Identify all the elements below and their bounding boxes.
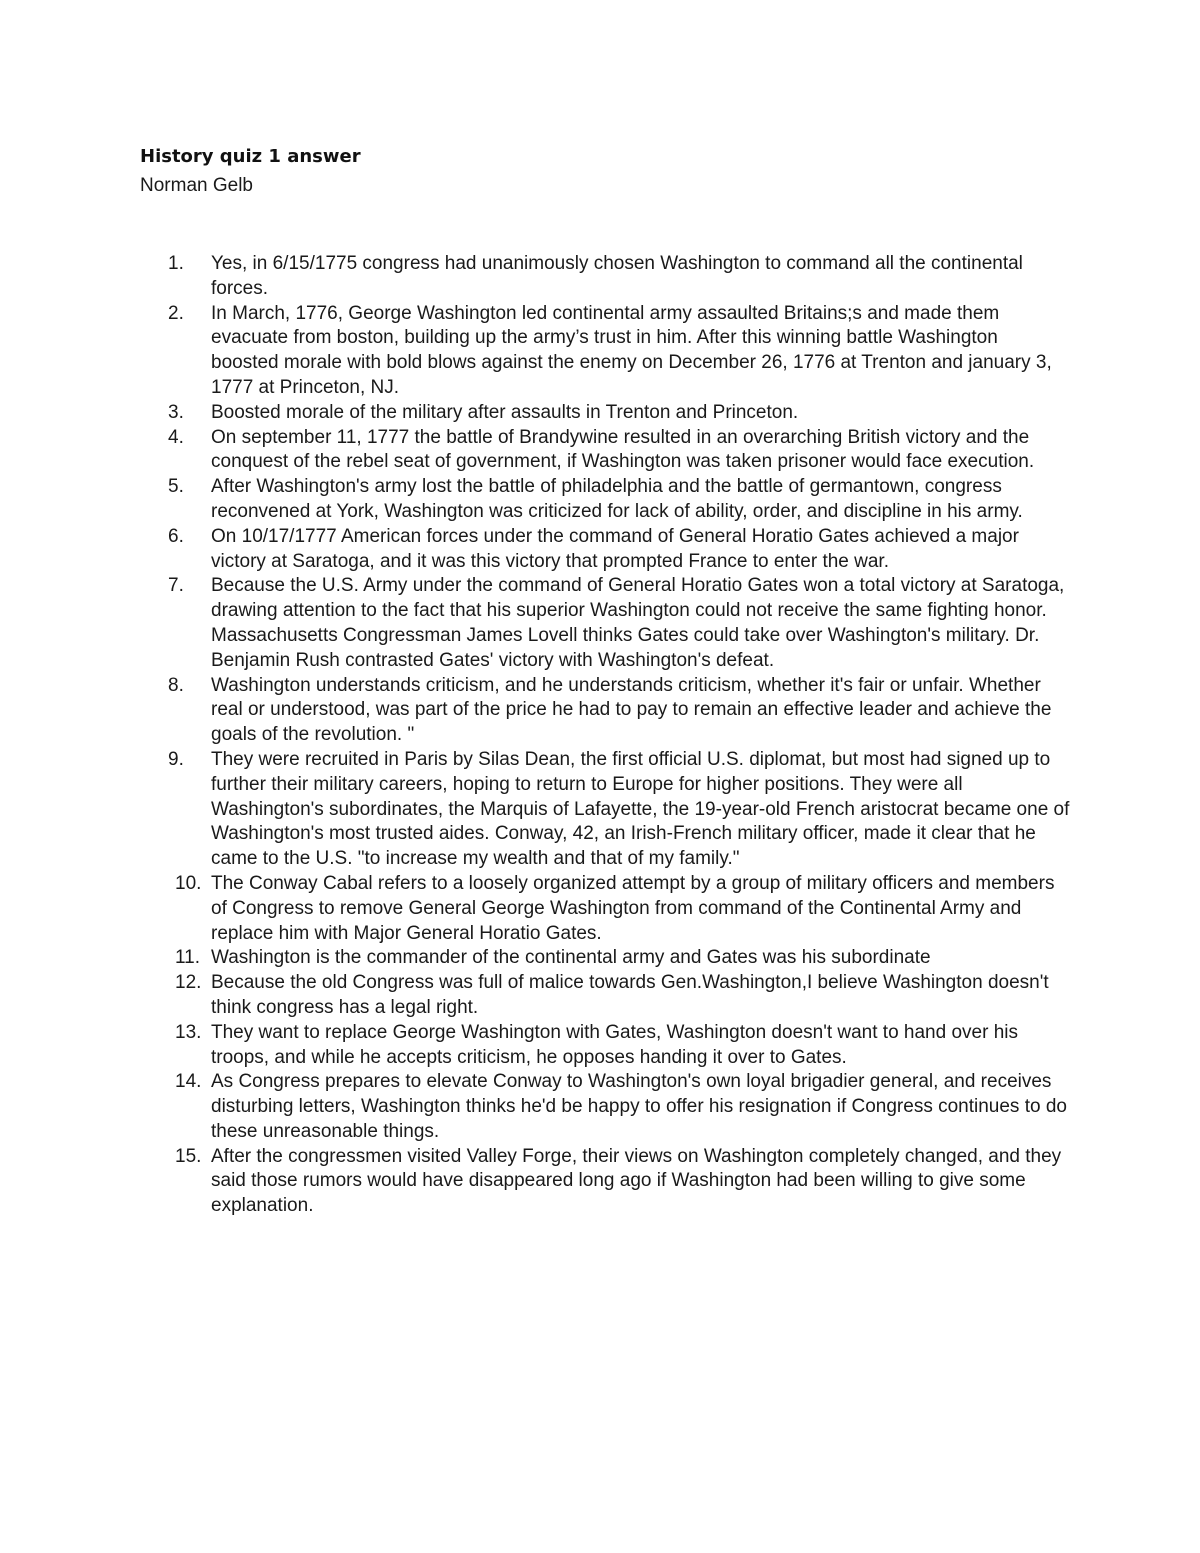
list-item-number: 3. xyxy=(168,401,184,423)
list-item xyxy=(140,252,1070,302)
list-item-number: 10. xyxy=(175,872,202,894)
list-item-number: 15. xyxy=(175,1145,202,1167)
list-item-text: As Congress prepares to elevate Conway to Washington's own loyal brigadier general, and receives disturbing letters, Washington thinks he'd be happy to offer his resignation if Congress continues to do these unreasonable things. xyxy=(211,1071,1067,1142)
list-item xyxy=(140,872,1070,946)
list-item-number: 1. xyxy=(168,253,184,274)
list-item-text: The Conway Cabal refers to a loosely organized attempt by a group of military officers and members of Congress to remove General George Washington from command of the Continental Army and replace him with Major General Horatio Gates. xyxy=(211,872,1055,944)
list-item-number: 8. xyxy=(168,674,184,696)
list-item-number: 9. xyxy=(168,748,184,770)
list-item-text: After the congressmen visited Valley Forge, their views on Washington completely changed, and they said those rumors would have disappeared long ago if Washington had been willing to give some explanation. xyxy=(211,1145,1062,1217)
list-item-number: 2. xyxy=(168,302,184,324)
list-item-number: 4. xyxy=(168,426,184,448)
list-item xyxy=(140,574,1070,673)
list-item-number: 6. xyxy=(168,525,184,547)
list-item-number: 12. xyxy=(175,972,202,994)
list-item-number: 11. xyxy=(175,947,201,969)
list-item-text: They were recruited in Paris by Silas Dean, the first official U.S. diplomat, but most had signed up to further their military careers, hoping to return to Europe for higher positions. They were all Washington's subordinates, the Marquis of Lafayette, the 19-year-old French aristocrat became one of Washington's most trusted aides. Conway, 42, an Irish-French military officer, made it clear that he came to the U.S. "to increase my wealth and that of my family." xyxy=(211,748,1070,870)
list-item-number: 14. xyxy=(175,1071,202,1093)
list-item-number: 5. xyxy=(168,476,184,498)
list-item-text: Boosted morale of the military after assaults in Trenton and Princeton. xyxy=(211,401,799,423)
list-item xyxy=(140,426,1070,476)
list-item xyxy=(140,1021,1070,1071)
list-item xyxy=(140,401,1070,426)
list-item-number: 13. xyxy=(175,1021,202,1043)
list-item xyxy=(140,475,1070,525)
list-item xyxy=(140,748,1070,872)
list-item-text: On september 11, 1777 the battle of Brandywine resulted in an overarching British victory and the conquest of the rebel seat of government, if Washington was taken prisoner would face execution. xyxy=(211,426,1035,473)
document-title: History quiz 1 answer xyxy=(140,146,361,167)
list-item-text: Because the U.S. Army under the command of General Horatio Gates won a total victory at Saratoga, drawing attention to the fact that his superior Washington could not receive the same fighting honor. Massachusetts Congressman James Lovell thinks Gates could take over Washington's military. Dr. Benjamin Rush contrasted Gates' victory with Washington's defeat. xyxy=(211,575,1065,671)
list-item xyxy=(140,1070,1070,1144)
list-item-number: 7. xyxy=(168,575,184,597)
list-item-text: Washington is the commander of the continental army and Gates was his subordinate xyxy=(211,947,931,969)
list-item-text: They want to replace George Washington with Gates, Washington doesn't want to hand over his troops, and while he accepts criticism, he opposes handing it over to Gates. xyxy=(211,1021,1018,1068)
list-item xyxy=(140,302,1070,401)
list-item-text: On 10/17/1777 American forces under the command of General Horatio Gates achieved a major victory at Saratoga, and it was this victory that prompted France to enter the war. xyxy=(211,525,1019,572)
list-item-text: Washington understands criticism, and he understands criticism, whether it's fair or unfair. Whether real or understood, was part of the price he had to pay to remain an effective leader and achieve the goals of the revolution. " xyxy=(211,674,1052,746)
list-item xyxy=(140,946,1070,971)
list-item xyxy=(140,674,1070,748)
list-item-text: Yes, in 6/15/1775 congress had unanimously chosen Washington to command all the continental forces. xyxy=(211,253,1023,299)
list-item xyxy=(140,525,1070,575)
list-item xyxy=(140,1145,1070,1219)
list-item-text: Because the old Congress was full of malice towards Gen.Washington,I believe Washington doesn't think congress has a legal right. xyxy=(211,972,1049,1018)
list-item xyxy=(140,971,1070,1021)
list-item-text: In March, 1776, George Washington led continental army assaulted Britains;s and made them evacuate from boston, building up the army’s trust in him. After this winning battle Washington boosted morale with bold blows against the enemy on December 26, 1776 at Trenton and january 3, 1777 at Princeton, NJ. xyxy=(211,302,1052,398)
list-item-text: After Washington's army lost the battle of philadelphia and the battle of germantown, congress reconvened at York, Washington was criticized for lack of ability, order, and discipline in his army. xyxy=(211,476,1023,522)
answer-list xyxy=(140,252,1070,1219)
document-author: Norman Gelb xyxy=(140,175,253,196)
